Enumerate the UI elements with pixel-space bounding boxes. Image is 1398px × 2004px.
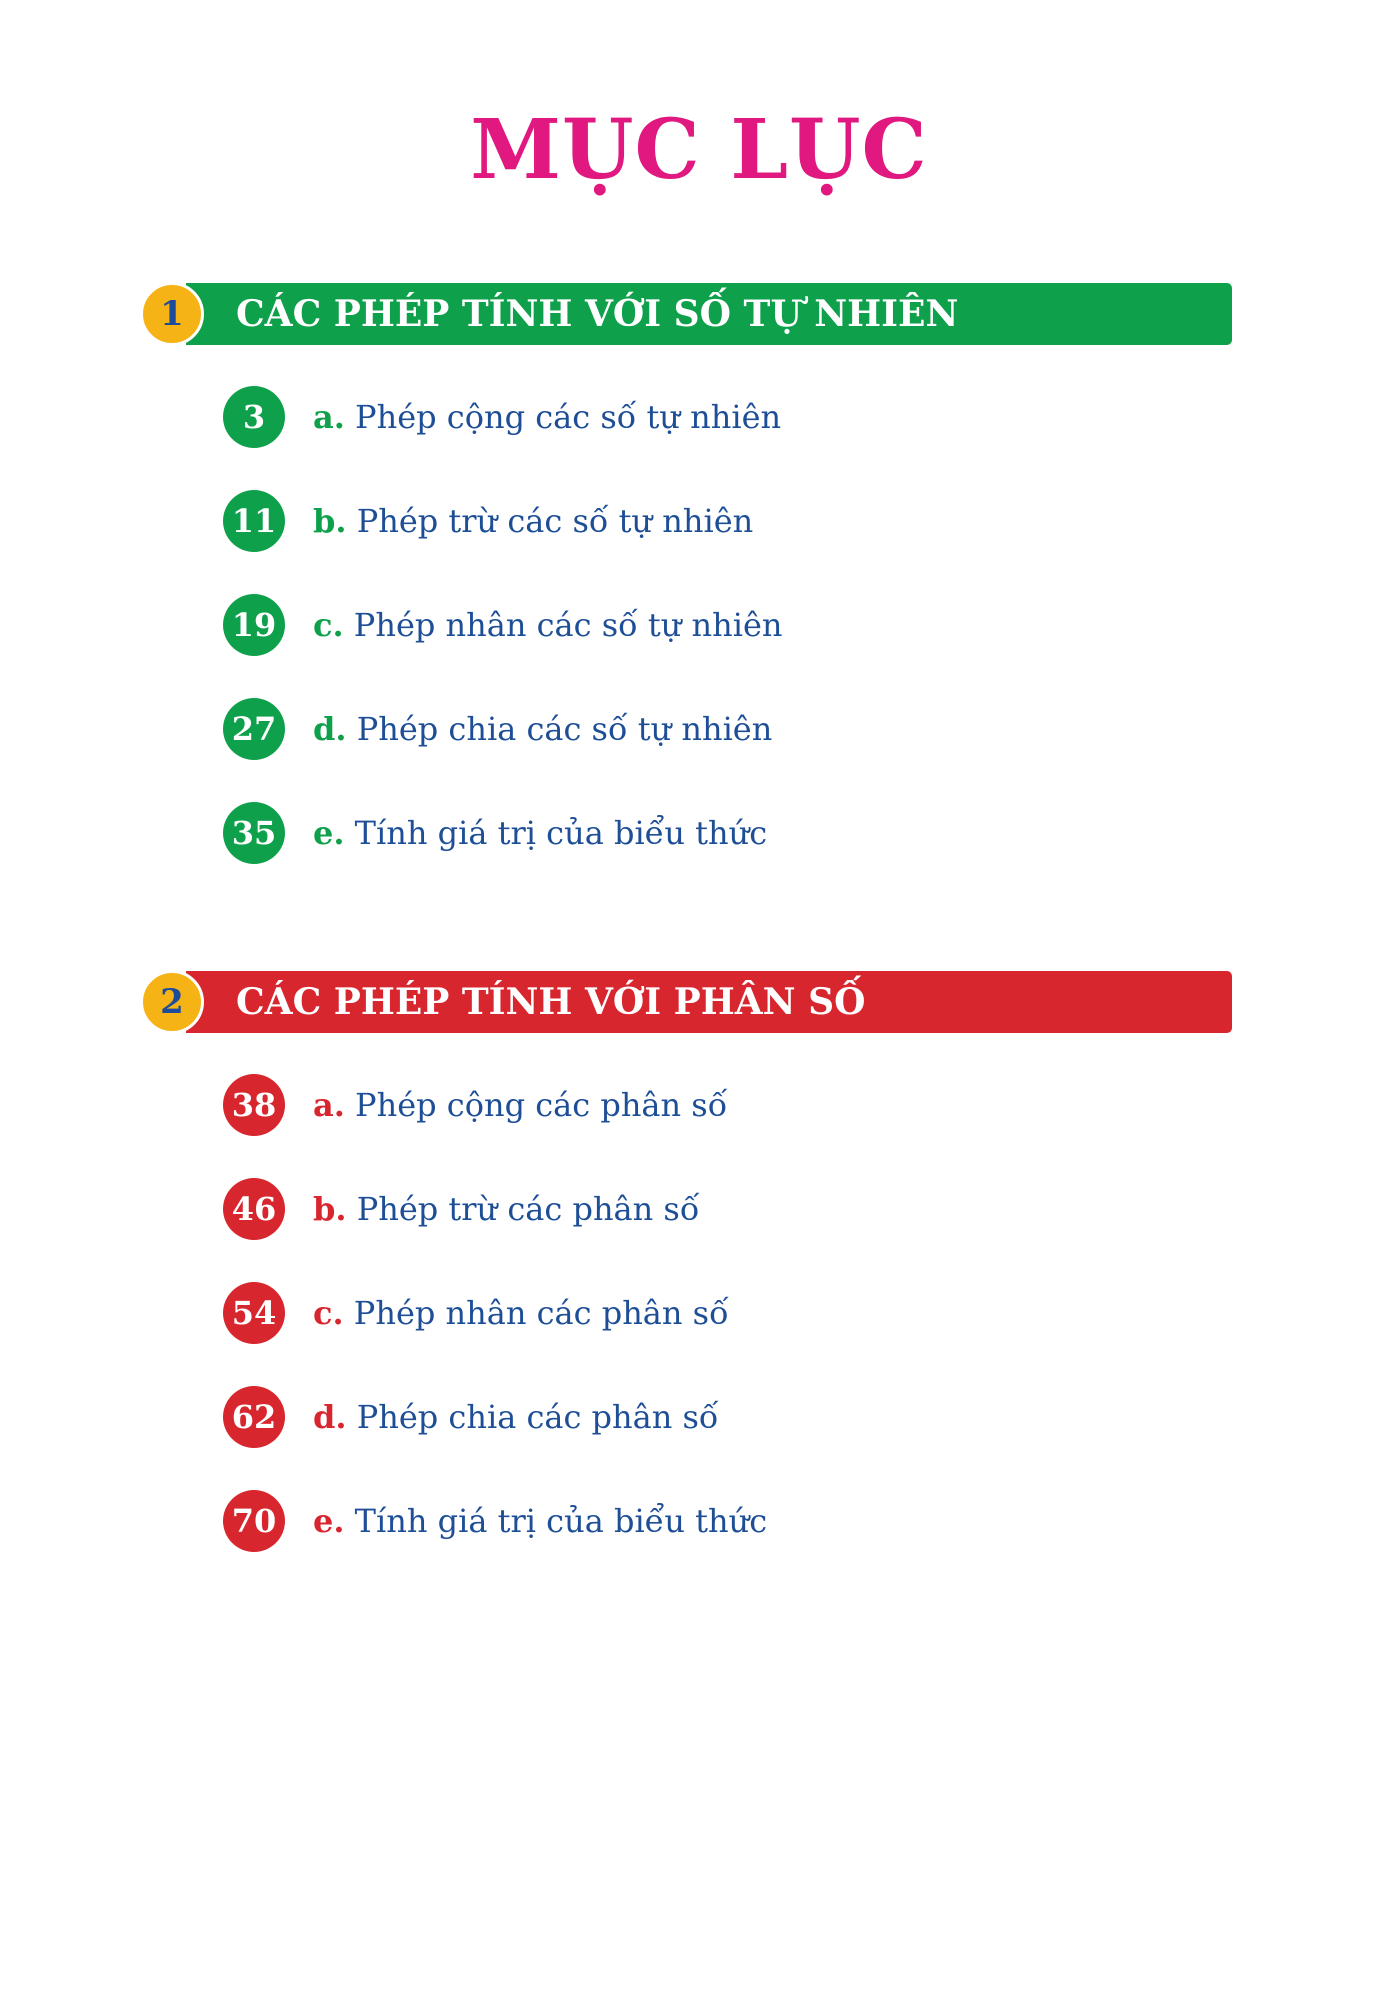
toc-entry-text <box>313 1282 729 1344</box>
section-number-badge: 2 <box>140 970 204 1034</box>
page-number-badge: 54 <box>223 1282 285 1344</box>
toc-item[interactable] <box>0 1074 1398 1136</box>
toc-item[interactable] <box>0 1386 1398 1448</box>
toc-entry-text <box>313 802 767 864</box>
toc-item[interactable] <box>0 594 1398 656</box>
section-title: CÁC PHÉP TÍNH VỚI PHÂN SỐ <box>236 981 866 1023</box>
toc-entry-letter: a. <box>313 398 345 436</box>
toc-entry-text <box>313 386 781 448</box>
toc-entry-label: Phép chia các số tự nhiên <box>356 710 773 748</box>
toc-entry-label: Tính giá trị của biểu thức <box>354 1502 768 1540</box>
toc-item[interactable] <box>0 1178 1398 1240</box>
toc-entry-letter: d. <box>313 710 347 748</box>
section-number-badge: 1 <box>140 282 204 346</box>
page-number-badge: 19 <box>223 594 285 656</box>
toc-entry-letter: c. <box>313 606 344 644</box>
toc-entry-text <box>313 594 783 656</box>
toc-entry-label: Phép trừ các phân số <box>356 1190 700 1228</box>
toc-entry-text <box>313 490 753 552</box>
toc-entry-label: Phép cộng các số tự nhiên <box>355 398 782 436</box>
toc-entry-letter: b. <box>313 1190 347 1228</box>
toc-entry-letter: e. <box>313 814 345 852</box>
page-number-badge: 11 <box>223 490 285 552</box>
toc-entry-text <box>313 1178 699 1240</box>
page-number-badge: 3 <box>223 386 285 448</box>
toc-entry-label: Tính giá trị của biểu thức <box>354 814 768 852</box>
toc-item[interactable] <box>0 386 1398 448</box>
toc-item[interactable] <box>0 1490 1398 1552</box>
toc-entry-text <box>313 698 772 760</box>
page-number-badge: 62 <box>223 1386 285 1448</box>
page-number-badge: 35 <box>223 802 285 864</box>
toc-entry-label: Phép chia các phân số <box>356 1398 719 1436</box>
page-number-badge: 27 <box>223 698 285 760</box>
toc-entry-letter: e. <box>313 1502 345 1540</box>
toc-entry-letter: a. <box>313 1086 345 1124</box>
toc-item[interactable] <box>0 698 1398 760</box>
toc-item[interactable] <box>0 490 1398 552</box>
toc-entry-label: Phép trừ các số tự nhiên <box>356 502 754 540</box>
section-title: CÁC PHÉP TÍNH VỚI SỐ TỰ NHIÊN <box>236 293 959 335</box>
toc-entry-label: Phép nhân các số tự nhiên <box>353 606 783 644</box>
toc-entry-letter: c. <box>313 1294 344 1332</box>
page-title: MỤC LỤC <box>470 102 928 198</box>
page-number-badge: 38 <box>223 1074 285 1136</box>
toc-item[interactable] <box>0 1282 1398 1344</box>
page-number-badge: 46 <box>223 1178 285 1240</box>
toc-item[interactable] <box>0 802 1398 864</box>
toc-entry-text <box>313 1490 767 1552</box>
toc-entry-label: Phép cộng các phân số <box>355 1086 728 1124</box>
toc-entry-label: Phép nhân các phân số <box>353 1294 729 1332</box>
toc-entry-text <box>313 1074 727 1136</box>
toc-entry-text <box>313 1386 718 1448</box>
page-number-badge: 70 <box>223 1490 285 1552</box>
toc-entry-letter: d. <box>313 1398 347 1436</box>
toc-entry-letter: b. <box>313 502 347 540</box>
